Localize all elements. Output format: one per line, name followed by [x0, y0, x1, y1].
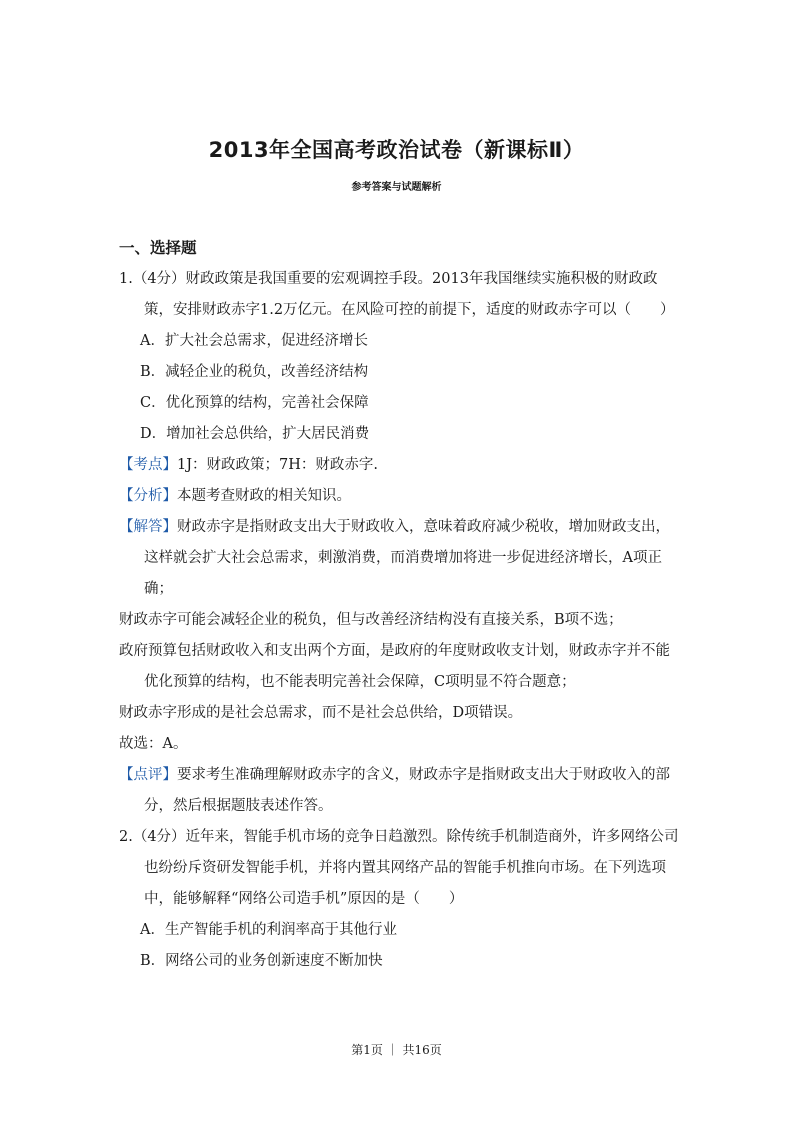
dianping-text: 要求考生准确理解财政赤字的含义，财政赤字是指财政支出大于财政收入的部分，然后根据题肢表述作答。 — [144, 767, 670, 814]
question-2-stem: 2.（4分）近年来，智能手机市场的竞争日趋激烈。除传统手机制造商外，许多网络公司也纷纷斥资研发智能手机，并将内置其网络产品的智能手机推向市场。在下列选项中，能够解释“网络公司造手机”原因的是（ ） — [119, 829, 679, 907]
question-1-option-b: B．减轻企业的税负，改善经济结构 — [140, 364, 369, 380]
section-heading: 一、选择题 — [119, 239, 197, 257]
jieda-line-3: 政府预算包括财政收入和支出两个方面，是政府的年度财政收支计划，财政赤字并不能优化预算的结构，也不能表明完善社会保障，C项明显不符合题意； — [119, 643, 670, 690]
jieda-tag: 【解答】 — [119, 519, 177, 535]
fenxi-block — [119, 481, 679, 512]
question-1-option-c: C．优化预算的结构，完善社会保障 — [140, 395, 369, 411]
question-1-option-d: D．增加社会总供给，扩大居民消费 — [140, 426, 370, 442]
question-1-option-a: A．扩大社会总需求，促进经济增长 — [140, 333, 368, 349]
page-title: 2013年全国高考政治试卷（新课标Ⅱ） — [208, 138, 585, 162]
fenxi-text: 本题考查财政的相关知识。 — [177, 488, 351, 504]
page-subtitle: 参考答案与试题解析 — [351, 182, 442, 193]
kaodian-tag: 【考点】 — [119, 457, 177, 473]
kaodian-text: 1J：财政政策；7H：财政赤字. — [177, 457, 379, 473]
jieda-text: 财政赤字是指财政支出大于财政收入，意味着政府减少税收，增加财政支出，这样就会扩大社会总需求，刺激消费，而消费增加将进一步促进经济增长，A项正确； — [144, 519, 670, 597]
fenxi-tag: 【分析】 — [119, 488, 177, 504]
question-2-option-a: A．生产智能手机的利润率高于其他行业 — [140, 922, 397, 938]
page-footer: 第1页 ｜ 共16页 — [351, 1043, 442, 1057]
jieda-line-4: 财政赤字形成的是社会总需求，而不是社会总供给，D项错误。 — [119, 705, 523, 721]
jieda-line-2: 财政赤字可能会减轻企业的税负，但与改善经济结构没有直接关系，B项不选； — [119, 612, 623, 628]
question-1-stem: 1.（4分）财政政策是我国重要的宏观调控手段。2013年我国继续实施积极的财政政策，安排财政赤字1.2万亿元。在风险可控的前提下，适度的财政赤字可以（ ） — [119, 271, 675, 318]
dianping-tag: 【点评】 — [119, 767, 177, 783]
question-2-option-b: B．网络公司的业务创新速度不断加快 — [140, 953, 383, 969]
jieda-block — [119, 512, 679, 605]
kaodian-block — [119, 450, 679, 481]
content-body — [119, 233, 679, 977]
dianping-block — [119, 760, 679, 822]
answer-line: 故选：A。 — [119, 736, 188, 752]
